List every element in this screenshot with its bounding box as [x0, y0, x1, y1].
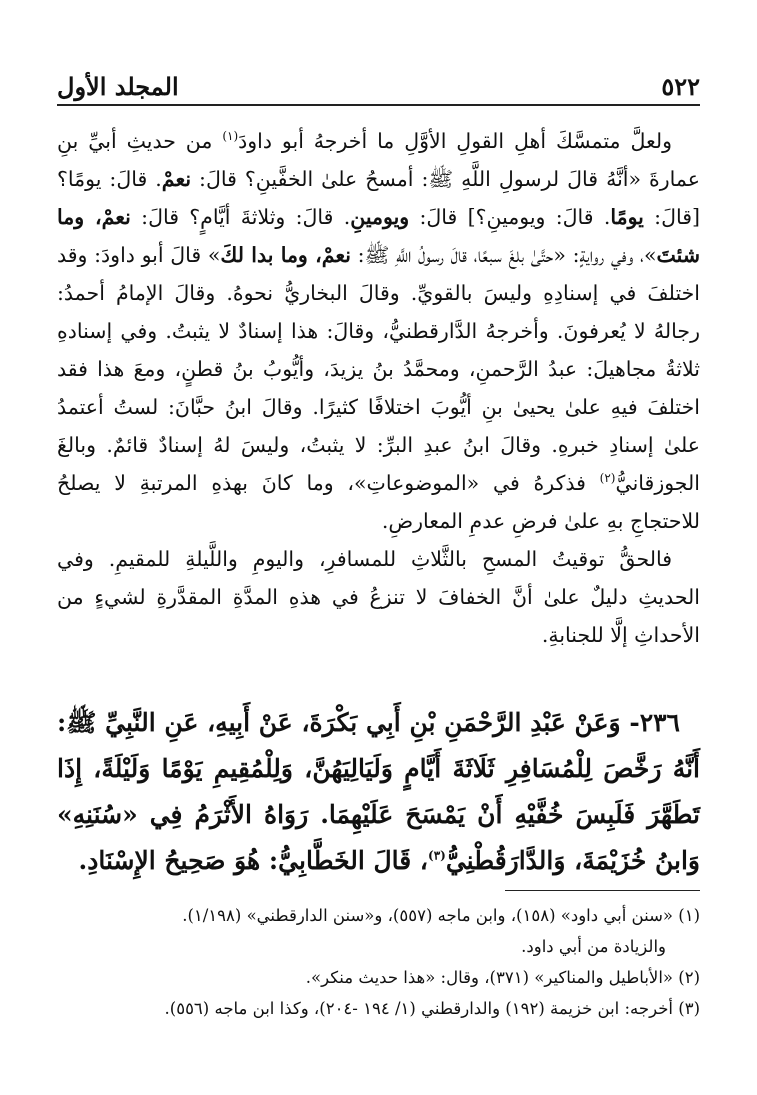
footnote-ref-3[interactable]: (٣) [428, 848, 446, 863]
hadith-236: ٢٣٦- وَعَنْ عَبْدِ الرَّحْمَنِ بْنِ أَبِي بَكْرَةَ، عَنْ أَبِيهِ، عَنِ النَّبِيِّ ﷺ: أَنَّهُ رَخَّصَ لِلْمُسَافِرِ ثَلَاثَةَ أَيَّامٍ وَلَيَالِيَهُنَّ، وَلِلْمُقِيمِ يَوْمًا وَلَيْلَةً، إِذَا تَطَهَّرَ فَلَبِسَ خُفَّيْهِ أَنْ يَمْسَحَ عَلَيْهِمَا. رَوَاهُ الأَثْرَمُ فِي «سُنَنِهِ» وَابنُ خُزَيْمَةَ، وَالدَّارَقُطْنِيُّ$^{(٣)}$، قَالَ الخَطَّابِيُّ: هُوَ صَحِيحُ الإِسْنَادِ. [57, 708, 700, 875]
volume-title: المجلد الأول [57, 72, 179, 101]
footnote-2: (٢) «الأباطيل والمناكير» (٣٧١)، وقال: «هذا حديث منكر». [305, 968, 700, 987]
paragraph-discussion: ولعلَّ متمسَّكَ أهلِ القولِ الأوَّلِ ما أخرجهُ أبو داودَ$^{(١)}$ من حديثِ أبيِّ بنِ عمارةَ «أنَّهُ قالَ لرسولِ اللَّهِ ﷺ: أمسحُ علىٰ الخفَّينِ؟ قالَ: نعمْ. قالَ: يومًا؟ [قالَ: يومًا. قالَ: ويومينِ؟] قالَ: ويومينِ. قالَ: وثلاثةَ أيَّامٍ؟ قالَ: نعمْ، وما شئتَ»، وفي روايةٍ: «حتَّىٰ بلغَ سبعًا، قالَ رسولُ اللَّهِ ﷺ: نعمْ، وما بدا لكَ» قالَ أبو داودَ: وقد اختلفَ في إسنادِهِ وليسَ بالقويِّ. وقالَ البخاريُّ نحوهُ. وقالَ الإمامُ أحمدُ: رجالهُ لا يُعرفونَ. وأخرجهُ الدَّارقطنيُّ، وقالَ: هذا إسنادٌ لا يثبتُ. وفي إسنادهِ ثلاثةُ مجاهيلَ: عبدُ الرَّحمنِ، ومحمَّدُ بنُ يزيدَ، وأيُّوبُ بنُ قطنٍ، ومعَ هذا فقد اختلفَ فيهِ علىٰ يحيىٰ بنِ أيُّوبَ اختلافًا كثيرًا. وقالَ ابنُ حبَّانَ: لستُ أعتمدُ علىٰ إسنادِ خبرهِ. وقالَ ابنُ عبدِ البرِّ: لا يثبتُ، وليسَ لهُ إسنادٌ قائمٌ. وبالغَ الجوزقانيُّ$^{(٢)}$ فذكرهُ في «الموضوعاتِ»، وما كانَ بهذهِ المرتبةِ لا يصلحُ للاحتجاجِ بهِ علىٰ فرضِ عدمِ المعارضِ. [57, 129, 701, 533]
footnote-divider [505, 890, 700, 891]
footnote-ref-1[interactable]: (١) [222, 129, 239, 144]
main-text [57, 122, 700, 654]
paragraph-conclusion: فالحقُّ توقيتُ المسحِ بالثَّلاثِ للمسافرِ، واليومِ واللَّيلةِ للمقيمِ. وفي الحديثِ دليلٌ علىٰ أنَّ الخفافَ لا تنزعُ في هذهِ المدَّةِ المقدَّرةِ لشيءٍ من الأحداثِ إلَّا للجنابةِ. [57, 547, 700, 647]
footnote-3: (٣) أخرجه: ابن خزيمة (١٩٢) والدارقطني (١/ ١٩٤ -٢٠٤)، وكذا ابن ماجه (٥٥٦). [164, 999, 700, 1018]
footnote-1: (١) «سنن أبي داود» (١٥٨)، وابن ماجه (٥٥٧)، و«سنن الدارقطني» (١/١٩٨). [182, 906, 700, 925]
footnotes [57, 900, 700, 1024]
footnote-1-continued: والزيادة من أبي داود. [521, 937, 666, 956]
page-header [57, 70, 700, 106]
page-number: ٥٢٢ [661, 72, 700, 101]
footnote-ref-2[interactable]: (٢) [599, 471, 616, 486]
